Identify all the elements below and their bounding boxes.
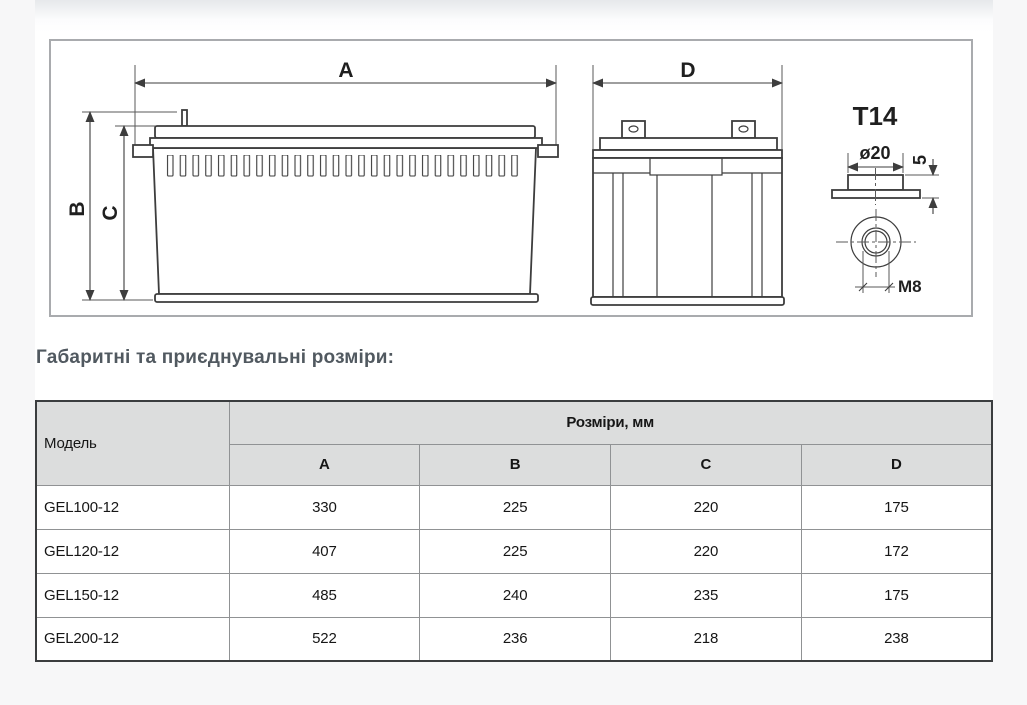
column-header-b: B xyxy=(420,444,611,485)
cell-c: 235 xyxy=(611,573,802,617)
cell-a: 330 xyxy=(229,485,420,529)
table-row xyxy=(36,573,992,617)
dim-b-label: B xyxy=(66,201,89,217)
cell-d: 238 xyxy=(801,617,992,661)
cell-c: 218 xyxy=(611,617,802,661)
cell-a: 522 xyxy=(229,617,420,661)
cell-d: 172 xyxy=(801,529,992,573)
cell-b: 236 xyxy=(420,617,611,661)
column-header-dimensions: Розміри, мм xyxy=(229,401,992,444)
cell-model: GEL200-12 xyxy=(36,617,229,661)
battery-dimensions-diagram xyxy=(51,41,971,315)
cell-c: 220 xyxy=(611,485,802,529)
side-view xyxy=(66,59,558,302)
table-row xyxy=(36,485,992,529)
dim-d-label: D xyxy=(680,59,696,82)
cell-model: GEL120-12 xyxy=(36,529,229,573)
cell-b: 240 xyxy=(420,573,611,617)
end-view xyxy=(591,59,784,305)
column-header-a: A xyxy=(229,444,420,485)
cell-model: GEL100-12 xyxy=(36,485,229,529)
cell-a: 485 xyxy=(229,573,420,617)
cell-a: 407 xyxy=(229,529,420,573)
terminal-height-label: 5 xyxy=(910,154,930,166)
column-header-d: D xyxy=(801,444,992,485)
cell-model: GEL150-12 xyxy=(36,573,229,617)
table-row xyxy=(36,529,992,573)
terminal-post xyxy=(182,110,187,126)
column-header-model: Модель xyxy=(36,401,229,485)
cell-c: 220 xyxy=(611,529,802,573)
header-row-top xyxy=(36,401,992,444)
dim-a-label: A xyxy=(338,59,354,82)
table-row xyxy=(36,617,992,661)
terminal-diameter-label: ø20 xyxy=(859,143,891,163)
terminal-thread-label: M8 xyxy=(898,277,922,296)
cell-b: 225 xyxy=(420,529,611,573)
dimensions-table xyxy=(35,400,993,662)
cell-d: 175 xyxy=(801,485,992,529)
terminal-type-label: T14 xyxy=(852,101,898,131)
vent-slots xyxy=(164,155,521,178)
column-header-c: C xyxy=(611,444,802,485)
dim-c-label: C xyxy=(99,205,122,221)
cell-d: 175 xyxy=(801,573,992,617)
section-title: Габаритні та приєднувальні розміри: xyxy=(36,347,395,368)
technical-drawing-panel xyxy=(49,39,973,317)
terminal-detail xyxy=(832,101,939,296)
cell-b: 225 xyxy=(420,485,611,529)
